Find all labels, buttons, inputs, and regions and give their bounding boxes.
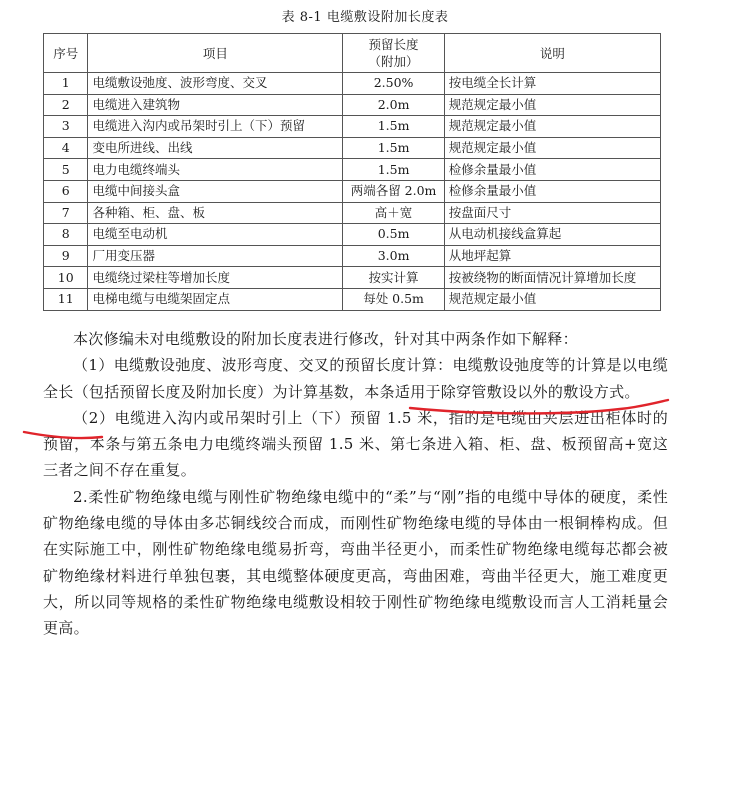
cell-note: 规范规定最小值 [444,116,660,138]
cell-length: 2.0m [343,94,444,116]
cell-item: 厂用变压器 [88,245,343,267]
table-row [44,202,661,224]
cell-length: 每处 0.5m [343,288,444,310]
cell-item: 电缆进入沟内或吊架时引上（下）预留 [88,116,343,138]
cell-item: 电缆中间接头盒 [88,180,343,202]
cell-no: 10 [44,267,88,289]
cell-no: 2 [44,94,88,116]
cell-note: 从电动机接线盒算起 [444,224,660,246]
cell-no: 3 [44,116,88,138]
cell-length: 两端各留 2.0m [343,180,444,202]
header-item: 项目 [88,34,343,73]
table-row [44,159,661,181]
table-row [44,94,661,116]
cell-no: 6 [44,180,88,202]
cell-note: 检修余量最小值 [444,180,660,202]
cell-length: 2.50% [343,73,444,95]
cell-no: 4 [44,137,88,159]
cell-length: 1.5m [343,159,444,181]
cell-no: 11 [44,288,88,310]
cell-no: 5 [44,159,88,181]
cell-length: 0.5m [343,224,444,246]
paragraph-sag-allowance: （1）电缆敷设弛度、波形弯度、交叉的预留长度计算：电缆敷设弛度等的计算是以电缆全长（包括预留长度及附加长度）为计算基数，本条适用于除穿管敷设以外的敷设方式。 [43,356,668,401]
table-caption: 表 8-1 电缆敷设附加长度表 [281,10,449,25]
table-row [44,224,661,246]
cell-item: 电缆敷设弛度、波形弯度、交叉 [88,73,343,95]
cell-note: 规范规定最小值 [444,288,660,310]
header-note: 说明 [444,34,660,73]
cell-note: 从地坪起算 [444,245,660,267]
table-row [44,180,661,202]
cell-item: 电缆进入建筑物 [88,94,343,116]
cell-note: 按被绕物的断面情况计算增加长度 [444,267,660,289]
cell-item: 电力电缆终端头 [88,159,343,181]
cell-length: 1.5m [343,137,444,159]
cell-length: 1.5m [343,116,444,138]
cell-length: 高＋宽 [343,202,444,224]
table-row [44,288,661,310]
table-row [44,267,661,289]
cell-no: 9 [44,245,88,267]
header-length-line2: （附加） [368,54,419,69]
cell-item: 电缆至电动机 [88,224,343,246]
table-row [44,245,661,267]
cell-item: 电缆绕过梁柱等增加长度 [88,267,343,289]
cell-no: 7 [44,202,88,224]
cell-no: 8 [44,224,88,246]
cell-item: 电梯电缆与电缆架固定点 [88,288,343,310]
table-header-row [44,34,661,73]
header-length-line1: 预留长度 [368,37,419,52]
cell-no: 1 [44,73,88,95]
table-row [44,73,661,95]
paragraph-mineral-cable: 2.柔性矿物绝缘电缆与刚性矿物绝缘电缆中的“柔”与“刚”指的电缆中导体的硬度，柔性矿物绝缘电缆的导体由多芯铜线绞合而成，而刚性矿物绝缘电缆的导体由一根铜棒构成。但在实际施工中，刚性矿物绝缘电缆易折弯，弯曲半径更小，而柔性矿物绝缘电缆每芯都会被矿物绝缘材料进行单独包裹，其电缆整体硬度更高，弯曲困难，弯曲半径更大，施工难度更大，所以同等规格的柔性矿物绝缘电缆敷设相较于刚性矿物绝缘电缆敷设而言人工消耗量会更高。 [43,487,668,638]
cell-note: 规范规定最小值 [444,94,660,116]
header-length [343,34,444,73]
intro-paragraph: 本次修编未对电缆敷设的附加长度表进行修改，针对其中两条作如下解释： [73,330,578,348]
paragraph-trench-allowance: （2）电缆进入沟内或吊架时引上（下）预留 1.5 米，指的是电缆由夹层进出柜体时的预留，本条与第五条电力电缆终端头预留 1.5 米、第七条进入箱、柜、盘、板预留高+宽这三者之间不存在重复。 [43,408,668,480]
table-row [44,116,661,138]
table-row [44,137,661,159]
cell-note: 检修余量最小值 [444,159,660,181]
cell-note: 按盘面尺寸 [444,202,660,224]
cell-item: 变电所进线、出线 [88,137,343,159]
explanation-text [43,326,668,642]
cell-item: 各种箱、柜、盘、板 [88,202,343,224]
cable-allowance-table [43,33,661,311]
header-no: 序号 [44,34,88,73]
cell-length: 按实计算 [343,267,444,289]
cell-note: 按电缆全长计算 [444,73,660,95]
cell-note: 规范规定最小值 [444,137,660,159]
cell-length: 3.0m [343,245,444,267]
